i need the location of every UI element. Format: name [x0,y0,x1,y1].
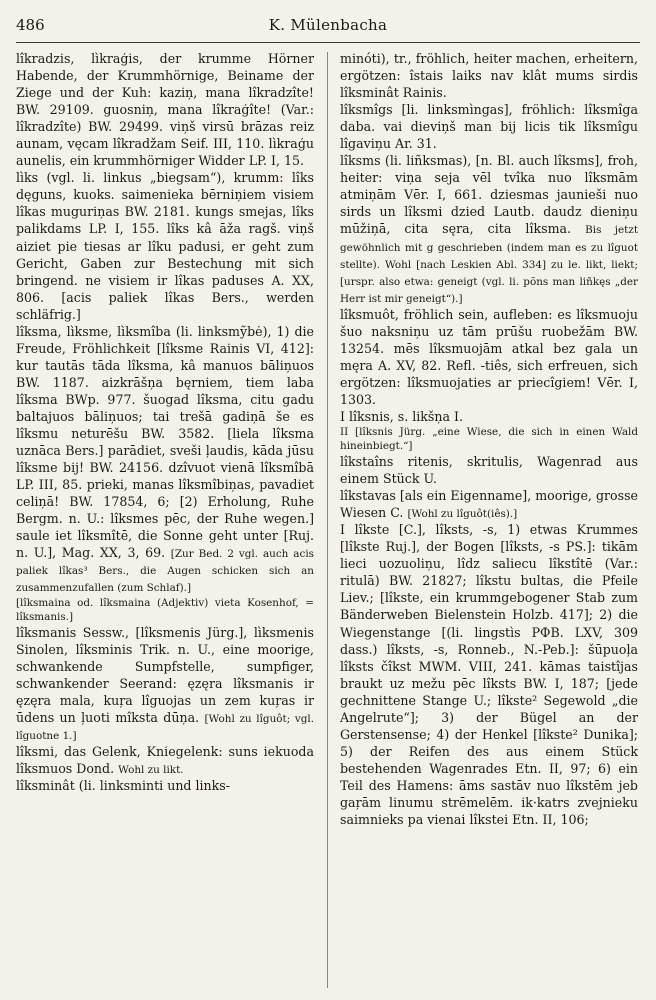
entry-text: lîkstaîns ritenis, skritulis, Wagenrad aus einem Stück U. [340,454,638,487]
dictionary-entry [340,521,638,828]
entry-text: lîksmanis Sessw., [lîksmenis Jürg.], lìksmenis Sinolen, lîksminis Trik. n. U., eine moorige, schwankende Sumpfstelle, sumpfiger, schwankender Seerand: ęzęra lîksmanis ir ęzęra mala, kuŗa lîguojas un zem kuŗas ir ūdens un ļuoti mîksta dūņa. [16,624,314,725]
dictionary-entry [340,453,638,487]
entry-text: minóti), tr., fröhlich, heiter machen, erheitern, ergötzen: îstais laiks nav klât mums sirdis lîksminât Rainis. [340,51,638,101]
page-header [16,14,640,43]
dictionary-entry [16,323,314,596]
column-divider [327,52,328,988]
dictionary-entry [16,596,314,624]
entry-note: Bis jetzt gewöhnlich mit g geschrieben (indem man es zu lîguot stellte). Wohl [nach Leskien Abl. 334] zu le. likt, liekt; [urspr. also etwa: geneigt (vgl. li. põns man liñkęs „der Herr ist mir geneigt“).] [340,224,638,305]
dictionary-entry [16,743,314,777]
dictionary-entry [16,50,314,169]
entry-text: lîksminât (li. linksminti und links- [16,777,231,793]
entry-note: [Zur Bed. 2 vgl. auch acis paliek lîkas³ Bers., die Augen schicken sich an zusammenzufallen (zum Schlaf).] [16,548,314,595]
entry-text: lîkradzis, lìkraģis, der krumme Hörner Habende, der Krummhörnige, Beiname der Ziege und der Kuh: kaziņ, mana lîkradzîte! BW. 29109. guosniņ, mana lîkraģîte! (Var.: lîkradzîte) BW. 29499. viņš virsū brāzas reiz aunam, vęcam lîkradžam Seif. III, 110. lìkraģu aunelis, ein krummhörniger Widder LP. I, 15. [16,51,314,169]
dictionary-entry [16,777,314,794]
dictionary-entry [340,487,638,521]
entry-text: lìks (vgl. li. linkus „biegsam“), krumm: lîks dęguns, kuoks. saimenieka bērniņiem visiem lîkas muguriņas BW. 2181. kungs smejas, lîks palikdams LP. I, 155. lîks kâ āža ragš. viņš aiziet pie tiesas ar lîku padusi, er geht zum Gericht, Gaben zur Bestechung mit sich bringend. ne visiem ir lîkas paduses A. XX, 806. [acis paliek lîkas Bers., werden schläfrig.] [16,170,314,322]
dictionary-entry [340,425,638,453]
running-head: K. Mülenbacha [268,16,388,34]
dictionary-entry [340,152,638,305]
entry-text: lîksms (li. liñksmas), [n. Bl. auch lîksms], froh, heiter: viņa seja vēl tvîka nuo lîksmām atmiņām Vēr. I, 661. dziesmas jaunieši nuo sirds un lîksmi dzied Lautb. daudz dieniņu mūžiņā, cita sęra, cita lîksma. [340,153,638,237]
entry-text: II [lîksnis Jürg. „eine Wiese, die sich in einen Wald hineinbiegt.“] [340,426,638,453]
entry-note: [Wohl zu lîguôt; vgl. lîguotne 1.] [16,712,314,742]
dictionary-entry [16,169,314,322]
right-column [340,50,638,990]
entry-text: lîksmi, das Gelenk, Kniegelenk: suns iekuoda lîksmuos Dond. [16,743,314,776]
entry-note: [Wohl zu lîguôt(iês).] [407,508,518,521]
dictionary-entry [340,101,638,152]
dictionary-entry [16,624,314,743]
dictionary-entry [340,50,638,101]
entry-text: lîkstavas [als ein Eigenname], moorige, grosse Wiesen C. [340,488,638,521]
entry-note: Wohl zu likt. [118,763,184,776]
page-number: 486 [16,16,45,34]
entry-text: lîksmuôt, fröhlich sein, aufleben: es lîksmuoju šuo naksniņu uz tām prūšu ruobežām BW. 13254. mēs lîksmuojām atkal bez gala un męra A. XV, 82. Refl. -tiês, sich erfreuen, sich ergötzen: lîksmuojaties ar priecîgiem! Vēr. I, 1303. [340,306,638,407]
entry-text: [lîksmaina od. lîksmaina (Adjektiv) vieta Kosenhof, = lîksmanis.] [16,596,314,623]
dictionary-entry [340,408,638,425]
entry-text: I lîkste [C.], lîksts, -s, 1) etwas Krummes [lîkste Ruj.], der Bogen [lîksts, -s PS.]: tikām lieci uozuoliņu, lîdz saliecu lîkstîtē (Var.: ritulā) BW. 21827; lîkstu bultas, die Pfeile Liev.; [lîkste, ein krummgebogener Stab zum Bänderweben Bielenstein Holzb. 417]; 2) die Wiegenstange [(li. lingstìs PФВ. LXV, 309 dass.) lîksts, -s, Ronneb., N.-Peb.]: šūpuoļa lîksts čîkst MWM. VIII, 241. kāmas taistîjas braukt uz mežu pēc lîksts BW. I, 187; [jede gechnittene Stange U.; lîkste² Segewold „die Angelrute“]; 3) der Bügel an der Gerstensense; 4) der Henkel [lîkste² Dunika]; 5) der Reifen des aus einem Stück bestehenden Wagenrades Etn. II, 97; 6) ein Teil des Hamens: āms sastāv nuo lîkstēm jeb gaŗām linumu strēmelēm. ik·katrs zvejnieku saimnieks pa vienai lîkstei Etn. II, 106; [340,522,638,828]
left-column [16,50,314,990]
dictionary-entry [340,306,638,408]
entry-text: lîksma, lìksme, lìksmîba (li. linksmỹbė), 1) die Freude, Fröhlichkeit [lîksme Rainis VI, 412]: kur tautās tāda lîksma, kâ manuos bāliņuos BW. 1187. aizkrāšņa bęrniem, tiem laba lîksma BWp. 977. šuogad lîksma, citu gadu baltajuos bāliņuos; tai trešā gadiņā še es lîksmu neturēšu BW. 3582. [liela lîksma uznāca Bers.] parādiet, sveši ļaudis, kāda jūsu lîksme bij! BW. 24156. dzîvuot vienā lîksmîbā LP. III, 85. prieki, manas lîksmîbiņas, pavadiet celiņā! BW. 17854, 6; [2) Erholung, Ruhe Bergm. n. U.: lîksmes pēc, der Ruhe wegen.] saule iet lîksmîtē, die Sonne geht unter [Ruj. n. U.], Mag. XX, 3, 69. [16,323,314,561]
entry-text: lîksmîgs [li. linksmìngas], fröhlich: lîksmîga daba. vai dieviņš man bij licis tik lîksmîgu lîgaviņu Ar. 31. [340,102,638,152]
entry-text: I lîksnis, s. likšņa I. [340,408,463,424]
